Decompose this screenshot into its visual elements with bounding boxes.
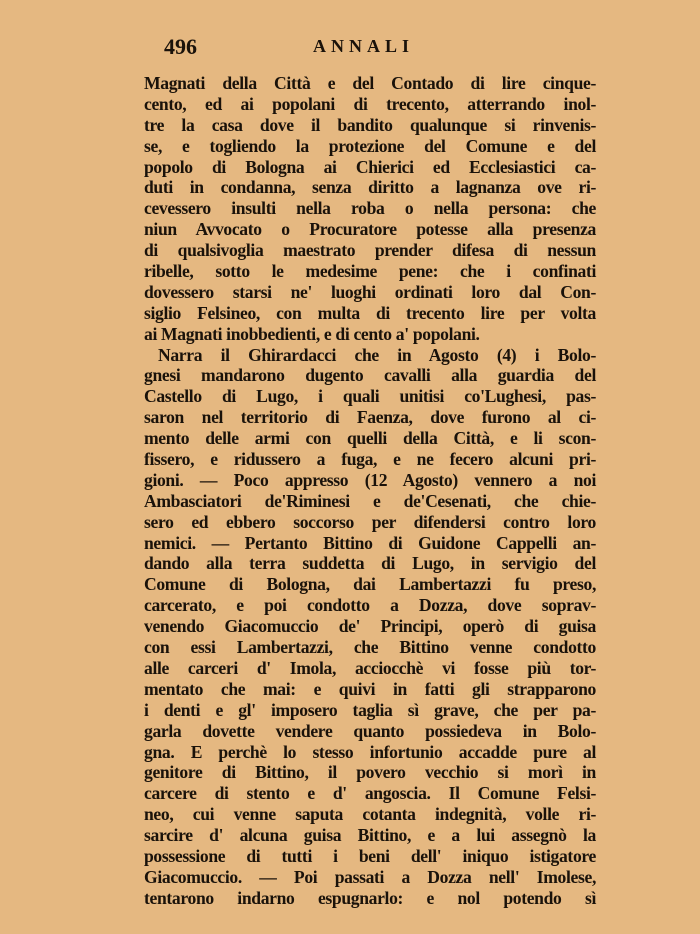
text-line: dando alla terra suddetta di Lugo, in servigio del (144, 553, 596, 574)
text-line: niun Avvocato o Procuratore potesse alla presenza (144, 219, 596, 240)
running-title: ANNALI (313, 36, 415, 56)
text-line: se, e togliendo la protezione del Comune e del (144, 135, 596, 156)
text-line: saron nel territorio di Faenza, dove furono al ci- (144, 407, 596, 428)
text-line: neo, cui venne saputa cotanta indegnità, volle ri- (144, 804, 596, 825)
text-line: con essi Lambertazzi, che Bittino venne condotto (144, 637, 596, 658)
text-line: i denti e gl' imposero taglia sì grave, che per pa- (144, 699, 596, 720)
text-line: nemici. — Pertanto Bittino di Guidone Cappelli an- (144, 532, 596, 553)
text-line: ai Magnati inobbedienti, e di cento a' popolani. (144, 323, 480, 344)
text-line: cevessero insulti nella roba o nella persona: che (144, 198, 596, 219)
text-line: fissero, e ridussero a fuga, e ne fecero alcuni pri- (144, 449, 596, 470)
text-line: gioni. — Poco appresso (12 Agosto) vennero a noi (144, 469, 596, 490)
text-line: Narra il Ghirardacci che in Agosto (4) i Bolo- (158, 344, 596, 365)
text-line: gna. E perchè lo stesso infortunio accadde pure al (144, 741, 596, 762)
text-line: tentarono indarno espugnarlo: e nol potendo sì (144, 887, 596, 908)
text-line: di qualsivoglia maestrato prender difesa di nessun (144, 240, 596, 261)
text-line: ribelle, sotto le medesime pene: che i confinati (144, 261, 596, 282)
text-line: Castello di Lugo, i quali unitisi co'Lughesi, pas- (144, 386, 596, 407)
text-line: cento, ed ai popolani di trecento, atterrando inol- (144, 93, 596, 114)
page-number: 496 (164, 34, 197, 59)
text-line: alle carceri d' Imola, acciocchè vi fosse più tor- (144, 657, 596, 678)
page-header (158, 34, 598, 60)
text-line: dovessero starsi ne' luoghi ordinati loro dal Con- (144, 281, 596, 302)
text-line: mento delle armi con quelli della Città, e li scon- (144, 428, 596, 449)
text-line: sero ed ebbero soccorso per difendersi contro loro (144, 511, 596, 532)
text-line: garla dovette vendere quanto possiedeva in Bolo- (144, 720, 596, 741)
text-line: Magnati della Città e del Contado di lire cinque- (144, 73, 596, 93)
text-line: Ambasciatori de'Riminesi e de'Cesenati, che chie- (144, 490, 596, 511)
text-line: tre la casa dove il bandito qualunque si rinvenis- (144, 114, 596, 135)
text-line: carcere di stento e d' angoscia. Il Comune Felsi- (144, 783, 596, 804)
text-line: Giacomuccio. — Poi passati a Dozza nell' Imolese, (144, 866, 596, 887)
text-line: siglio Felsineo, con multa di trecento lire per volta (144, 302, 596, 323)
text-line: possessione di tutti i beni dell' iniquo istigatore (144, 845, 596, 866)
text-line: gnesi mandarono dugento cavalli alla guardia del (144, 365, 596, 386)
text-line: sarcire d' alcuna guisa Bittino, e a lui assegnò la (144, 825, 596, 846)
text-line: popolo di Bologna ai Chierici ed Ecclesiastici ca- (144, 156, 596, 177)
text-line: mentato che mai: e quivi in fatti gli strapparono (144, 678, 596, 699)
body-text (144, 73, 596, 909)
text-line: genitore di Bittino, il povero vecchio si morì in (144, 762, 596, 783)
text-line: carcerato, e poi condotto a Dozza, dove soprav- (144, 595, 596, 616)
text-line: Comune di Bologna, dai Lambertazzi fu preso, (144, 574, 596, 595)
text-line: duti in condanna, senza diritto a lagnanza ove ri- (144, 177, 596, 198)
text-line: venendo Giacomuccio de' Principi, operò di guisa (144, 616, 596, 637)
